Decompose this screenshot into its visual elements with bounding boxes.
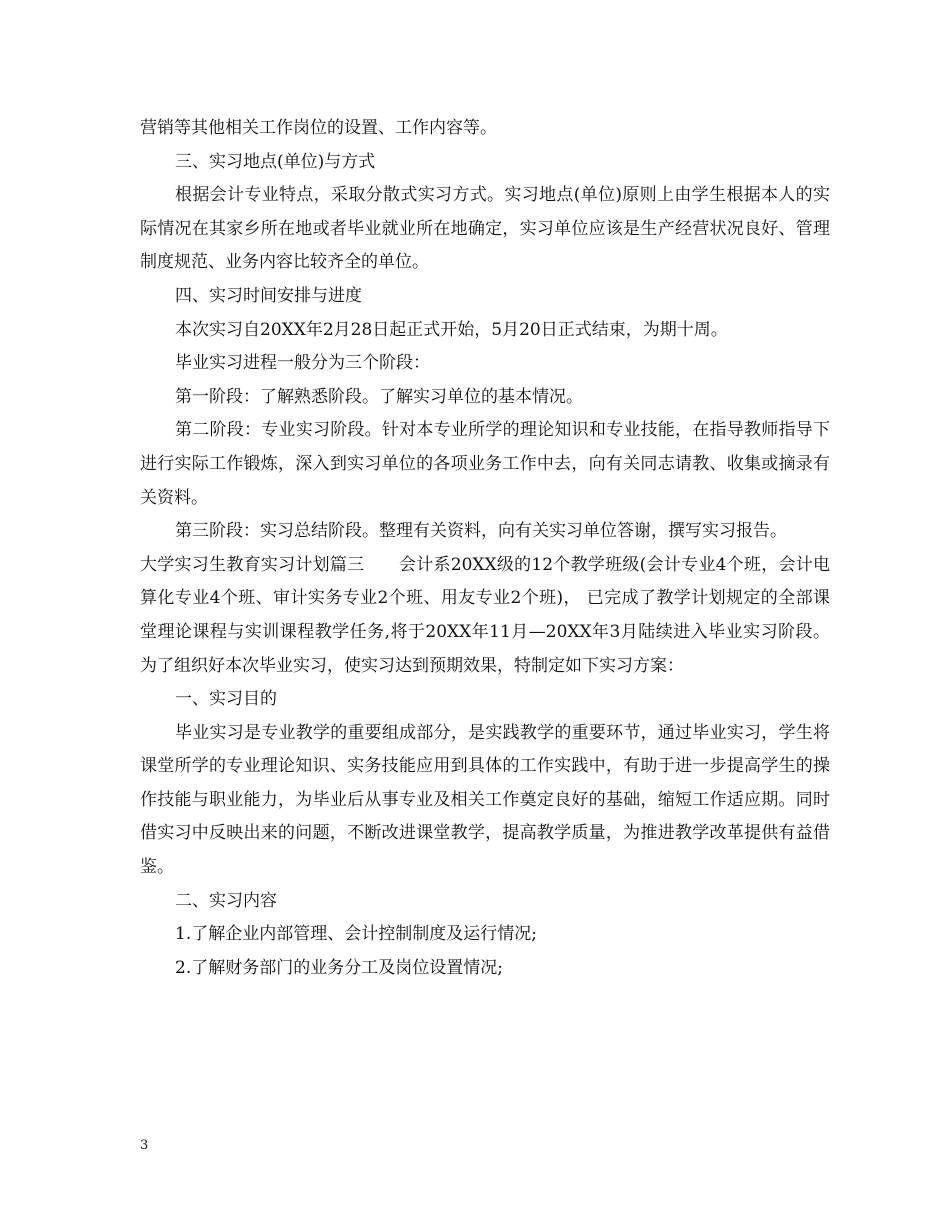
paragraph: 毕业实习进程一般分为三个阶段： [175,353,430,374]
paragraph: 第二阶段：专业实习阶段。针对本专业所学的理论知识和专业技能，在指导教师指导下进行实际工作锻炼，深入到实习单位的各项业务工作中去，向有关同志请教、收集或摘录有关资料。 [140,420,830,508]
document-body [140,112,830,985]
section-heading: 二、实习内容 [175,890,277,911]
paragraph: 第三阶段：实习总结阶段。整理有关资料，向有关实习单位答谢，撰写实习报告。 [175,521,787,542]
paragraph: 本次实习自20XX年2月28日起正式开始，5月20日正式结束，为期十周。 [175,319,728,340]
section-heading: 一、实习目的 [175,689,277,710]
paragraph: 毕业实习是专业教学的重要组成部分，是实践教学的重要环节，通过毕业实习，学生将课堂所学的专业理论知识、实务技能应用到具体的工作实践中，有助于进一步提高学生的操作技能与职业能力，为毕业后从事专业及相关工作奠定良好的基础，缩短工作适应期。同时借实习中反映出来的问题，不断改进课堂教学，提高教学质量，为推进教学改革提供有益借鉴。 [140,722,830,878]
list-item: 2.了解财务部门的业务分工及岗位设置情况; [175,957,503,978]
paragraph: 大学实习生教育实习计划篇三 会计系20XX级的12个教学班级(会计专业4个班，会计电算化专业4个班、审计实务专业2个班、用友专业2个班)， 已完成了教学计划规定的全部课堂理论课程与实训课程教学任务,将于20XX年11月—20XX年3月陆续进入毕业实习阶段。为了组织好本次毕业实习，使实习达到预期效果，特制定如下实习方案： [140,554,830,676]
page-number: 3 [140,1138,149,1153]
section-heading: 四、实习时间安排与进度 [175,285,362,306]
list-item: 1.了解企业内部管理、会计控制制度及运行情况; [175,924,537,945]
paragraph: 根据会计专业特点，采取分散式实习方式。实习地点(单位)原则上由学生根据本人的实际情况在其家乡所在地或者毕业就业所在地确定，实习单位应该是生产经营状况良好、管理制度规范、业务内容比较齐全的单位。 [140,185,830,273]
section-heading: 三、实习地点(单位)与方式 [175,151,376,172]
paragraph: 营销等其他相关工作岗位的设置、工作内容等。 [140,118,497,138]
paragraph: 第一阶段：了解熟悉阶段。了解实习单位的基本情况。 [175,386,583,407]
